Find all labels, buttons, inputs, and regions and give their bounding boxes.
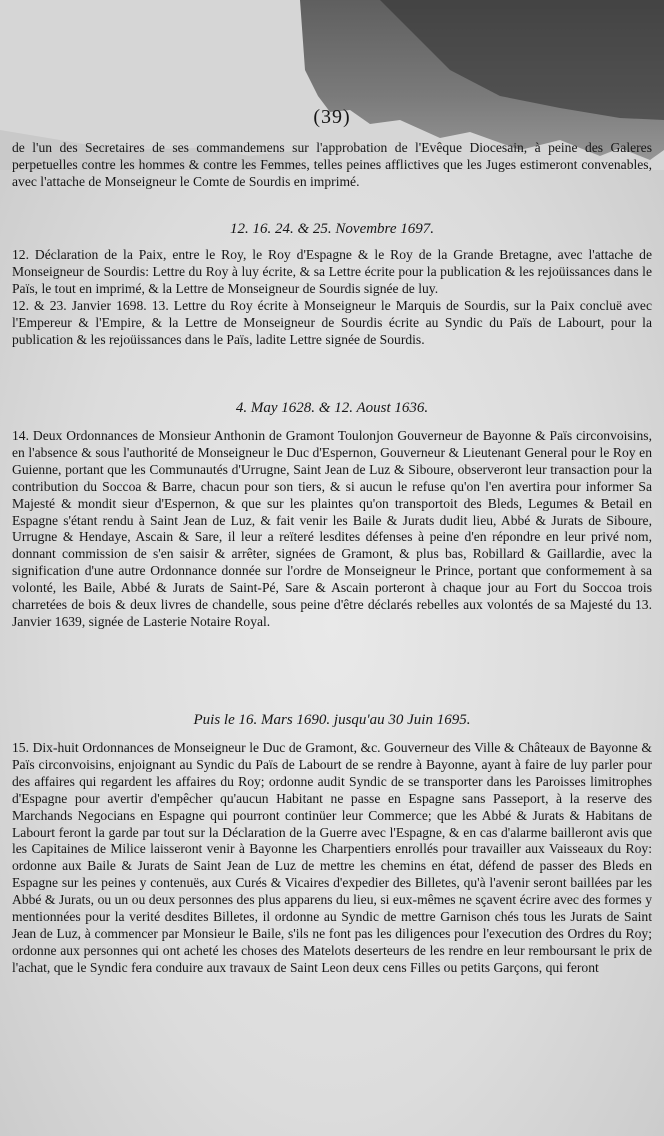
date-heading-1690: Puis le 16. Mars 1690. jusqu'au 30 Juin 1695. [193, 712, 471, 728]
entry-text: 15. Dix-huit Ordonnances de Monseigneur le Duc de Gramont, &c. Gouverneur des Ville & Châteaux de Bayonne & Païs circonvoisins, enjoignant au Syndic du Païs de Labourt de se rendre à Bayonne, ayant à faire de luy parler pour des affaires qui regardent les affaires du Roy; ordonne audit Syndic de se transporter dans les Paroisses limitrophes d'Espagne pour avertir d'empêcher qu'aucun Habitant ne passe en Espagne sans Passeport, à la reserve des Marchands Negocians en Espagne qui pourront continüer leur Commerce; que les Abbé & Jurats & Habitans de Labourt feront la garde par tout sur la Déclaration de la Guerre avec l'Espagne, & en cas d'alarme bailleront avis que les Capitaines de Milice laisseront venir à Bayonne les Charpentiers enrollés pour travailler aux Vaisseaux du Roy: ordonne aux Baile & Jurats de Saint Jean de Luz de mettre les chemins en état, défend de passer des Bleds en Espagne sur les peines y contenuës, aux Curés & Vicaires d'expedier des Billetes, qu'à l'avenir seront baillées par les Abbé & Jurats, ou un ou deux personnes des plus apparens du lieu, si eux-mêmes ne sçavent écrire avec des formes y mentionnées pour la verité desdites Billetes, il ordonne au Syndic de mettre Garnison chés tous les Jurats de Saint Jean de Luz, à commencer par Monsieur le Baile, s'ils ne font pas les diligences pour l'execution des Ordres du Roy; ordonne aux personnes qui ont acheté les choses des Matelots deserteurs de les rendre en leur remboursant le prix de l'achat, que le Syndic fera conduire aux travaux de Saint Leon deux cens Filles ou petits Garçons, qui feront [12, 740, 652, 975]
entry-14 [12, 428, 652, 631]
entry-intro [12, 140, 652, 191]
entry-text: de l'un des Secretaires de ses commandemens sur l'approbation de l'Evêque Diocesain, à peine des Galeres perpetuelles contre les hommes & contre les Femmes, telles peines afflictives que les Juges estimeront convenables, avec l'attache de Monseigneur le Comte de Sourdis en imprimé. [12, 140, 652, 189]
date-heading-1697: 12. 16. 24. & 25. Novembre 1697. [229, 221, 434, 237]
entry-text-13: 12. & 23. Janvier 1698. 13. Lettre du Roy écrite à Monseigneur le Marquis de Sourdis, sur la Paix concluë avec l'Empereur & l'Empire, & la Lettre de Monseigneur de Sourdis écrite au Syndic du Païs de Labourt, pour la publication & les rejoüissances dans le Païs, ladite Lettre signée de Sourdis. [12, 297, 652, 347]
entry-text: 12. Déclaration de la Paix, entre le Roy, le Roy d'Espagne & le Roy de la Grande Bretagne, avec l'attache de Monseigneur de Sourdis: Lettre du Roy à luy écrite, & sa Lettre écrite pour la publication & les rejoüissances dans le Païs, le tout en imprimé, & la Lettre de Monseigneur de Sourdis signée de luy. [12, 247, 652, 296]
entry-12 [12, 247, 652, 348]
date-heading-1628: 4. May 1628. & 12. Aoust 1636. [235, 400, 429, 416]
entry-text: 14. Deux Ordonnances de Monsieur Anthonin de Gramont Toulonjon Gouverneur de Bayonne & Païs circonvoisins, en l'absence & sous l'authorité de Monseigneur le Duc d'Espernon, Gouverneur & Lieutenant General pour le Roy en Guienne, portant que les Communautés d'Urrugne, Saint Jean de Luz & Siboure, observeront leur transaction pour la contribution du Soccoa & Barre, chacun pour son tiers, & si aucun le refuse qu'on l'en avertira pour informer Sa Majesté & mondit sieur d'Espernon, & que sur les plaintes qu'on transportoit des Bleds, Legumes & Betail en Espagne s'étant rendu à Saint Jean de Luz, & fait venir les Baile & Jurats dudit lieu, Abbé & Jurats de Siboure, Urrugne & Hendaye, Ascain & Sare, il leur a reïteré lesdites défenses à peine d'en répondre en leur privé nom, donnant commission de s'en saisir & arrêter, signées de Gramont, & plus bas, Robillard & Gaillardie, avec la signification d'une autre Ordonnance donnée sur l'ordre de Monseigneur le Prince, portant que conformement à sa volonté, les Baile, Abbé & Jurats de Saint-Pé, Sare & Ascain porteront à chaque jour au Fort du Soccoa trois charretées de bois & deux livres de chandelle, sous peine d'être déclarés rebelles aux volontés de sa Majesté du 13. Janvier 1639, signée de Lasterie Notaire Royal. [12, 428, 652, 629]
entry-15 [12, 740, 652, 977]
page-number: (39) [313, 106, 351, 128]
